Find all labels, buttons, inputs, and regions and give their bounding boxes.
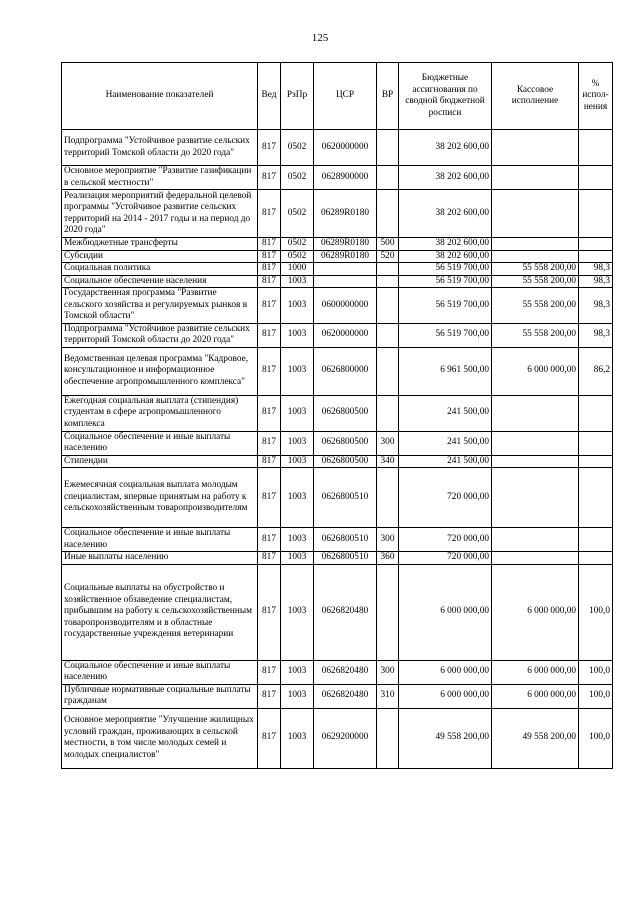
cell-name: Ежегодная социальная выплата (стипендия) студентам в сфере агропромышленного комплекса [62, 395, 258, 431]
cell-pct [579, 130, 613, 166]
cell-rzpr: 0502 [281, 166, 314, 190]
table-row [62, 347, 613, 395]
header-csr: ЦСР [314, 63, 377, 130]
cell-budget: 38 202 600,00 [399, 238, 492, 251]
cell-rzpr: 1003 [281, 564, 314, 660]
cell-vr: 300 [377, 660, 399, 684]
cell-csr: 0626820480 [314, 660, 377, 684]
cell-rzpr: 1003 [281, 528, 314, 552]
cell-ved: 817 [258, 552, 281, 565]
cell-cash [492, 130, 579, 166]
cell-pct: 98,3 [579, 275, 613, 288]
table-row [62, 288, 613, 324]
cell-name: Социальное обеспечение и иные выплаты населению [62, 528, 258, 552]
table-row [62, 552, 613, 565]
cell-csr: 0600000000 [314, 288, 377, 324]
cell-ved: 817 [258, 166, 281, 190]
table-header-row [62, 63, 613, 130]
cell-cash: 6 000 000,00 [492, 564, 579, 660]
cell-ved: 817 [258, 455, 281, 468]
cell-vr [377, 263, 399, 276]
table-row [62, 323, 613, 347]
cell-name: Субсидии [62, 250, 258, 263]
cell-vr [377, 190, 399, 238]
cell-pct: 100,0 [579, 708, 613, 768]
cell-name: Социальная политика [62, 263, 258, 276]
cell-rzpr: 1003 [281, 468, 314, 528]
table-row [62, 708, 613, 768]
cell-ved: 817 [258, 288, 281, 324]
cell-cash [492, 455, 579, 468]
header-vr: ВР [377, 63, 399, 130]
cell-pct: 100,0 [579, 660, 613, 684]
cell-ved: 817 [258, 238, 281, 251]
cell-rzpr: 1003 [281, 347, 314, 395]
table-row [62, 455, 613, 468]
cell-ved: 817 [258, 395, 281, 431]
cell-budget: 241 500,00 [399, 455, 492, 468]
cell-budget: 720 000,00 [399, 468, 492, 528]
cell-name: Ведомственная целевая программа "Кадровое, консультационное и информационное обеспечение агропромышленного комплекса" [62, 347, 258, 395]
cell-pct: 100,0 [579, 684, 613, 708]
cell-vr: 310 [377, 684, 399, 708]
cell-pct [579, 190, 613, 238]
cell-cash: 49 558 200,00 [492, 708, 579, 768]
cell-rzpr: 0502 [281, 130, 314, 166]
cell-rzpr: 0502 [281, 238, 314, 251]
cell-name: Социальное обеспечение населения [62, 275, 258, 288]
cell-csr: 0626800500 [314, 455, 377, 468]
cell-budget: 720 000,00 [399, 552, 492, 565]
cell-budget: 241 500,00 [399, 431, 492, 455]
cell-rzpr: 1003 [281, 455, 314, 468]
cell-ved: 817 [258, 250, 281, 263]
table-row [62, 395, 613, 431]
cell-name: Ежемесячная социальная выплата молодым специалистам, впервые принятым на работу к сельскохозяйственным товаропроизводителям [62, 468, 258, 528]
cell-csr: 0626800510 [314, 528, 377, 552]
cell-name: Иные выплаты населению [62, 552, 258, 565]
cell-rzpr: 0502 [281, 190, 314, 238]
cell-csr: 0626800500 [314, 431, 377, 455]
cell-cash: 55 558 200,00 [492, 275, 579, 288]
cell-budget: 56 519 700,00 [399, 323, 492, 347]
cell-vr [377, 564, 399, 660]
cell-rzpr: 1003 [281, 684, 314, 708]
cell-cash [492, 552, 579, 565]
table-row [62, 238, 613, 251]
cell-csr: 0626820480 [314, 564, 377, 660]
cell-name: Основное мероприятие "Развитие газификации в сельской местности" [62, 166, 258, 190]
cell-cash: 6 000 000,00 [492, 347, 579, 395]
cell-budget: 38 202 600,00 [399, 166, 492, 190]
cell-budget: 38 202 600,00 [399, 130, 492, 166]
page-number: 125 [311, 32, 329, 44]
cell-cash [492, 166, 579, 190]
cell-csr: 06289R0180 [314, 238, 377, 251]
cell-pct [579, 395, 613, 431]
cell-csr: 06289R0180 [314, 250, 377, 263]
cell-vr [377, 347, 399, 395]
cell-ved: 817 [258, 190, 281, 238]
cell-vr [377, 708, 399, 768]
cell-cash: 55 558 200,00 [492, 263, 579, 276]
cell-name: Реализация мероприятий федеральной целевой программы "Устойчивое развитие сельских территорий на 2014 - 2017 годы и на период до 2020 года" [62, 190, 258, 238]
cell-pct [579, 250, 613, 263]
cell-rzpr: 1003 [281, 708, 314, 768]
cell-rzpr: 0502 [281, 250, 314, 263]
table-row [62, 528, 613, 552]
table-row [62, 250, 613, 263]
header-cash: Кассовое исполнение [492, 63, 579, 130]
cell-rzpr: 1003 [281, 431, 314, 455]
cell-rzpr: 1003 [281, 395, 314, 431]
cell-budget: 241 500,00 [399, 395, 492, 431]
cell-ved: 817 [258, 275, 281, 288]
cell-cash: 55 558 200,00 [492, 323, 579, 347]
cell-cash [492, 431, 579, 455]
cell-cash [492, 238, 579, 251]
cell-ved: 817 [258, 684, 281, 708]
cell-name: Социальное обеспечение и иные выплаты населению [62, 660, 258, 684]
cell-name: Публичные нормативные социальные выплаты гражданам [62, 684, 258, 708]
cell-csr: 0620000000 [314, 130, 377, 166]
cell-ved: 817 [258, 431, 281, 455]
cell-budget: 56 519 700,00 [399, 263, 492, 276]
cell-cash [492, 190, 579, 238]
cell-csr [314, 263, 377, 276]
cell-name: Подпрограмма "Устойчивое развитие сельских территорий Томской области до 2020 года" [62, 323, 258, 347]
cell-ved: 817 [258, 468, 281, 528]
cell-ved: 817 [258, 347, 281, 395]
cell-ved: 817 [258, 564, 281, 660]
cell-pct: 98,3 [579, 263, 613, 276]
cell-csr: 06289R0180 [314, 190, 377, 238]
cell-cash: 6 000 000,00 [492, 660, 579, 684]
table-row [62, 263, 613, 276]
cell-vr [377, 323, 399, 347]
cell-name: Межбюджетные трансферты [62, 238, 258, 251]
cell-ved: 817 [258, 708, 281, 768]
cell-cash [492, 395, 579, 431]
cell-vr: 340 [377, 455, 399, 468]
cell-csr: 0626800000 [314, 347, 377, 395]
cell-name: Социальные выплаты на обустройство и хозяйственное обзаведение специалистам, прибывшим на работу к сельскохозяйственным товаропроизводителям и в областные государственные учреждения ветеринарии [62, 564, 258, 660]
cell-vr: 300 [377, 528, 399, 552]
cell-csr: 0620000000 [314, 323, 377, 347]
budget-table [61, 62, 613, 769]
cell-rzpr: 1003 [281, 323, 314, 347]
header-rzpr: РзПр [281, 63, 314, 130]
cell-csr: 0629200000 [314, 708, 377, 768]
table-row [62, 564, 613, 660]
cell-budget: 38 202 600,00 [399, 250, 492, 263]
cell-name: Социальное обеспечение и иные выплаты населению [62, 431, 258, 455]
cell-pct [579, 166, 613, 190]
cell-vr: 500 [377, 238, 399, 251]
table-row [62, 660, 613, 684]
cell-csr: 0628900000 [314, 166, 377, 190]
table-row [62, 130, 613, 166]
header-budget: Бюджетные ассигнования по сводной бюджетной росписи [399, 63, 492, 130]
cell-rzpr: 1003 [281, 552, 314, 565]
table-row [62, 166, 613, 190]
cell-budget: 56 519 700,00 [399, 288, 492, 324]
cell-pct: 98,3 [579, 323, 613, 347]
cell-ved: 817 [258, 660, 281, 684]
cell-csr: 0626820480 [314, 684, 377, 708]
cell-vr: 520 [377, 250, 399, 263]
cell-name: Основное мероприятие "Улучшение жилищных условий граждан, проживающих в сельской местности, в том числе молодых семей и молодых специалистов" [62, 708, 258, 768]
cell-ved: 817 [258, 263, 281, 276]
table-row [62, 275, 613, 288]
cell-rzpr: 1003 [281, 288, 314, 324]
cell-name: Государственная программа "Развитие сельского хозяйства и регулируемых рынков в Томской области" [62, 288, 258, 324]
header-pct: % испол-нения [579, 63, 613, 130]
cell-vr [377, 166, 399, 190]
cell-vr [377, 275, 399, 288]
cell-budget: 6 000 000,00 [399, 660, 492, 684]
table-row [62, 431, 613, 455]
cell-cash [492, 250, 579, 263]
cell-cash: 55 558 200,00 [492, 288, 579, 324]
cell-csr: 0626800510 [314, 468, 377, 528]
cell-csr: 0626800500 [314, 395, 377, 431]
header-ved: Вед [258, 63, 281, 130]
cell-vr [377, 288, 399, 324]
table-row [62, 190, 613, 238]
cell-ved: 817 [258, 130, 281, 166]
cell-budget: 6 000 000,00 [399, 684, 492, 708]
cell-cash [492, 528, 579, 552]
table-row [62, 684, 613, 708]
cell-csr [314, 275, 377, 288]
cell-pct [579, 468, 613, 528]
cell-name: Стипендии [62, 455, 258, 468]
table-row [62, 468, 613, 528]
cell-vr [377, 130, 399, 166]
cell-csr: 0626800510 [314, 552, 377, 565]
cell-budget: 56 519 700,00 [399, 275, 492, 288]
cell-pct [579, 552, 613, 565]
cell-budget: 6 000 000,00 [399, 564, 492, 660]
cell-ved: 817 [258, 323, 281, 347]
cell-rzpr: 1003 [281, 660, 314, 684]
cell-pct: 100,0 [579, 564, 613, 660]
cell-name: Подпрограмма "Устойчивое развитие сельских территорий Томской области до 2020 года" [62, 130, 258, 166]
cell-vr: 360 [377, 552, 399, 565]
cell-pct [579, 238, 613, 251]
cell-vr [377, 395, 399, 431]
cell-rzpr: 1003 [281, 275, 314, 288]
cell-pct: 98,3 [579, 288, 613, 324]
cell-pct [579, 455, 613, 468]
cell-vr: 300 [377, 431, 399, 455]
cell-budget: 49 558 200,00 [399, 708, 492, 768]
cell-budget: 6 961 500,00 [399, 347, 492, 395]
cell-pct [579, 431, 613, 455]
cell-ved: 817 [258, 528, 281, 552]
cell-budget: 720 000,00 [399, 528, 492, 552]
cell-vr [377, 468, 399, 528]
cell-pct [579, 528, 613, 552]
header-name: Наименование показателей [62, 63, 258, 130]
cell-pct: 86,2 [579, 347, 613, 395]
cell-rzpr: 1000 [281, 263, 314, 276]
cell-cash: 6 000 000,00 [492, 684, 579, 708]
cell-cash [492, 468, 579, 528]
cell-budget: 38 202 600,00 [399, 190, 492, 238]
